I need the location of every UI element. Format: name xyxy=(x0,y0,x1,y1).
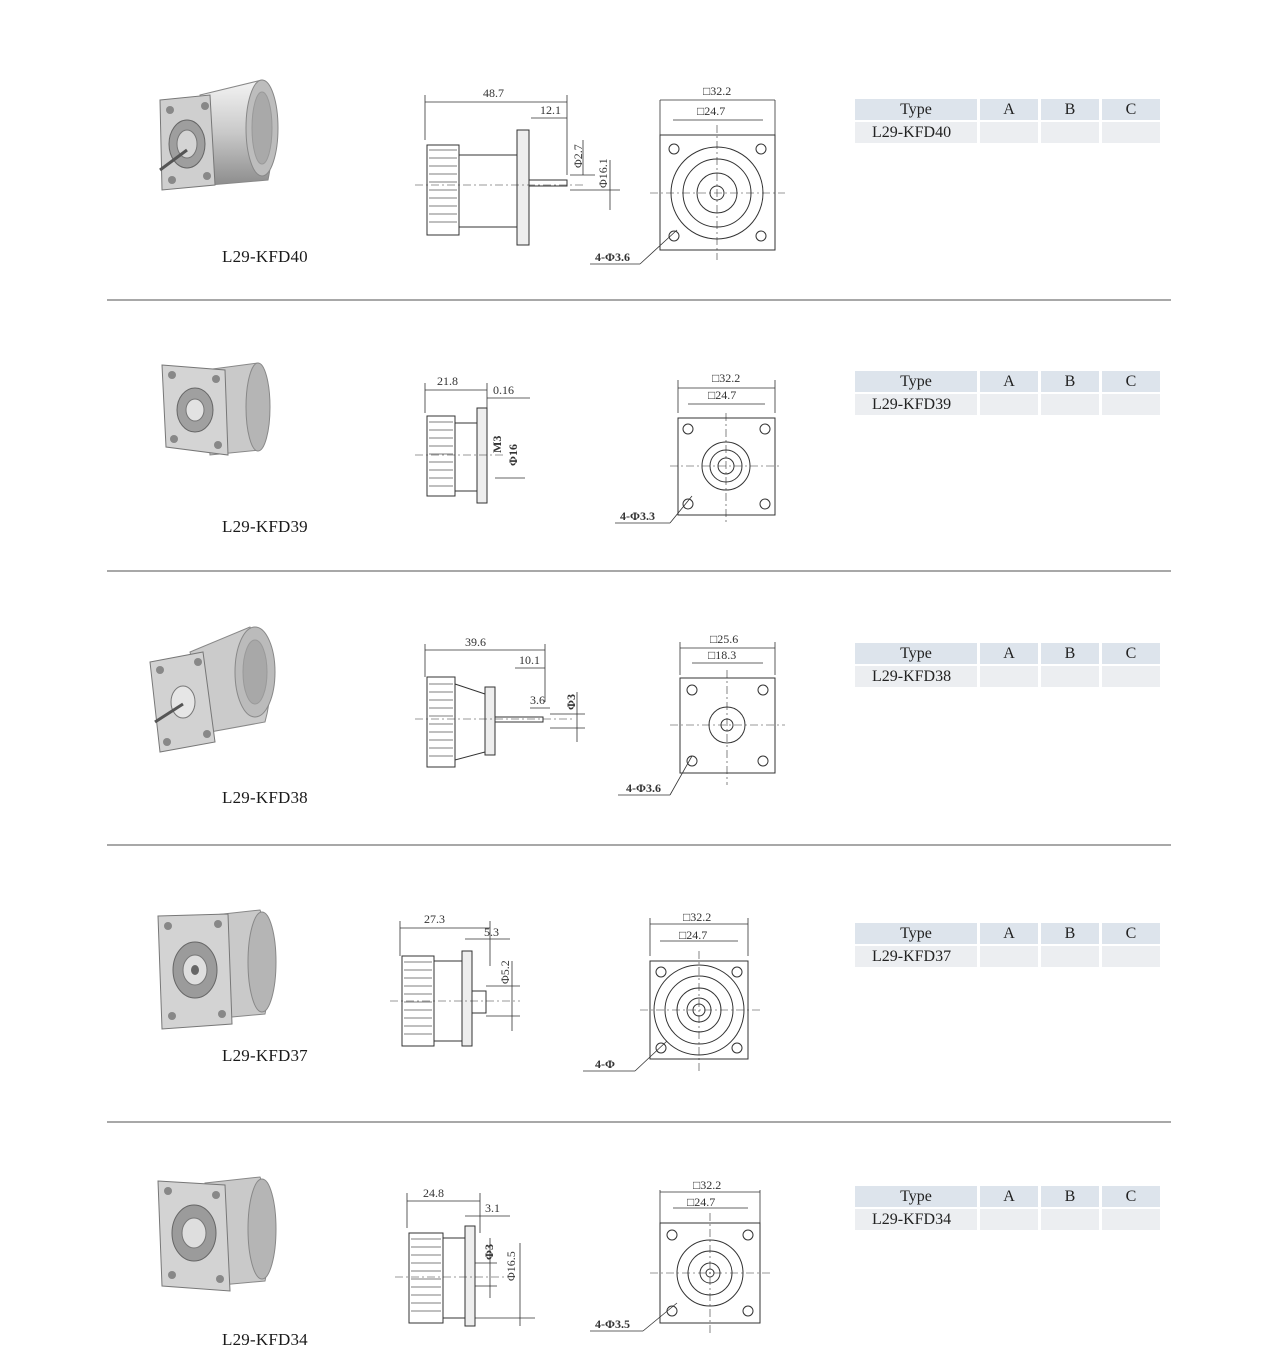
cell-a xyxy=(980,394,1038,415)
dim-flange-outer: □32.2 xyxy=(683,910,712,924)
dim-length: 27.3 xyxy=(424,912,445,926)
header-b: B xyxy=(1041,99,1099,120)
side-view-drawing xyxy=(385,1178,545,1338)
spec-data-row xyxy=(855,946,1160,967)
header-a: A xyxy=(980,643,1038,664)
spec-table xyxy=(852,1184,1163,1232)
model-caption: L29-KFD37 xyxy=(222,1046,308,1065)
dim-flange-holes: □24.7 xyxy=(697,104,726,118)
cell-type: L29-KFD39 xyxy=(855,394,977,415)
header-b: B xyxy=(1041,1186,1099,1207)
cell-a xyxy=(980,122,1038,143)
dim-mount-holes: 4-Φ3.3 xyxy=(620,509,655,523)
product-section-kfd34 xyxy=(0,1123,1276,1359)
front-view-drawing xyxy=(610,368,800,538)
spec-header-row xyxy=(855,371,1160,392)
front-view-drawing xyxy=(575,906,775,1081)
side-view-drawing xyxy=(380,906,540,1066)
header-type: Type xyxy=(855,923,977,944)
dim-offset: 3.1 xyxy=(485,1201,500,1215)
dim-flange-holes: □18.3 xyxy=(708,648,737,662)
cell-b xyxy=(1041,666,1099,687)
cell-type: L29-KFD40 xyxy=(855,122,977,143)
dim-pin-dia: Φ2.7 xyxy=(571,144,585,168)
header-a: A xyxy=(980,1186,1038,1207)
cell-a xyxy=(980,666,1038,687)
cell-b xyxy=(1041,122,1099,143)
product-section-kfd37 xyxy=(0,846,1276,1120)
cell-b xyxy=(1041,946,1099,967)
dim-length: 48.7 xyxy=(483,86,504,100)
dim-length: 24.8 xyxy=(423,1186,444,1200)
spec-header-row xyxy=(855,643,1160,664)
header-a: A xyxy=(980,371,1038,392)
dim-body-dia: Φ16.5 xyxy=(504,1251,518,1281)
dim-tip-length: 3.6 xyxy=(530,693,545,707)
dim-mount-holes: 4-Φ3.6 xyxy=(626,781,661,795)
header-type: Type xyxy=(855,371,977,392)
cell-c xyxy=(1102,394,1160,415)
header-c: C xyxy=(1102,643,1160,664)
dim-length: 21.8 xyxy=(437,374,458,388)
cell-c xyxy=(1102,666,1160,687)
cell-c xyxy=(1102,1209,1160,1230)
header-a: A xyxy=(980,923,1038,944)
cell-c xyxy=(1102,946,1160,967)
model-caption: L29-KFD34 xyxy=(222,1330,308,1349)
dim-pin-length: 10.1 xyxy=(519,653,540,667)
dim-mount-holes: 4-Φ3.5 xyxy=(595,1317,630,1331)
side-view-drawing xyxy=(405,368,555,518)
dim-thread: M3 xyxy=(490,435,504,453)
dim-flange-outer: □32.2 xyxy=(712,371,741,385)
dim-flange-holes: □24.7 xyxy=(687,1195,716,1209)
header-type: Type xyxy=(855,1186,977,1207)
model-caption: L29-KFD40 xyxy=(222,247,308,266)
spec-table xyxy=(852,641,1163,689)
front-view-drawing xyxy=(610,630,800,800)
spec-data-row xyxy=(855,666,1160,687)
product-section-kfd38 xyxy=(0,572,1276,844)
spec-data-row xyxy=(855,1209,1160,1230)
cell-type: L29-KFD34 xyxy=(855,1209,977,1230)
spec-table xyxy=(852,921,1163,969)
front-view-drawing xyxy=(585,80,795,280)
spec-header-row xyxy=(855,923,1160,944)
connector-photo xyxy=(150,355,290,475)
dim-flange-holes: □24.7 xyxy=(679,928,708,942)
front-view-drawing xyxy=(585,1178,785,1348)
header-c: C xyxy=(1102,923,1160,944)
dim-length: 39.6 xyxy=(465,635,486,649)
connector-photo xyxy=(145,622,295,762)
side-view-drawing xyxy=(405,632,595,782)
header-c: C xyxy=(1102,99,1160,120)
dim-offset: 5.3 xyxy=(484,925,499,939)
dim-pin-dia: Φ5.2 xyxy=(498,960,512,984)
header-c: C xyxy=(1102,371,1160,392)
cell-a xyxy=(980,1209,1038,1230)
dim-pin-dia: Φ3 xyxy=(564,694,578,710)
dim-pin-dia: Φ3 xyxy=(482,1244,496,1260)
dim-pin-length: 12.1 xyxy=(540,103,561,117)
product-section-kfd39 xyxy=(0,300,1276,570)
cell-b xyxy=(1041,394,1099,415)
dim-flange-holes: □24.7 xyxy=(708,388,737,402)
connector-photo xyxy=(150,1171,290,1306)
dim-offset: 0.16 xyxy=(493,383,514,397)
dim-flange-outer: □25.6 xyxy=(710,632,739,646)
header-c: C xyxy=(1102,1186,1160,1207)
connector-photo xyxy=(150,70,290,220)
header-a: A xyxy=(980,99,1038,120)
model-caption: L29-KFD39 xyxy=(222,517,308,536)
spec-data-row xyxy=(855,122,1160,143)
cell-type: L29-KFD37 xyxy=(855,946,977,967)
spec-header-row xyxy=(855,99,1160,120)
connector-photo xyxy=(150,904,290,1039)
header-type: Type xyxy=(855,99,977,120)
cell-c xyxy=(1102,122,1160,143)
cell-a xyxy=(980,946,1038,967)
spec-data-row xyxy=(855,394,1160,415)
dim-mount-holes: 4-Φ xyxy=(595,1057,615,1071)
cell-type: L29-KFD38 xyxy=(855,666,977,687)
dim-flange-outer: □32.2 xyxy=(693,1178,722,1192)
header-b: B xyxy=(1041,643,1099,664)
spec-header-row xyxy=(855,1186,1160,1207)
dim-body-dia: Φ16 xyxy=(506,444,520,466)
header-b: B xyxy=(1041,371,1099,392)
header-b: B xyxy=(1041,923,1099,944)
dim-mount-holes: 4-Φ3.6 xyxy=(595,250,630,264)
dim-body-dia: Φ16.1 xyxy=(596,158,610,188)
dim-flange-outer: □32.2 xyxy=(703,84,732,98)
model-caption: L29-KFD38 xyxy=(222,788,308,807)
header-type: Type xyxy=(855,643,977,664)
spec-table xyxy=(852,369,1163,417)
product-section-kfd40 xyxy=(0,0,1276,300)
cell-b xyxy=(1041,1209,1099,1230)
spec-table xyxy=(852,97,1163,145)
